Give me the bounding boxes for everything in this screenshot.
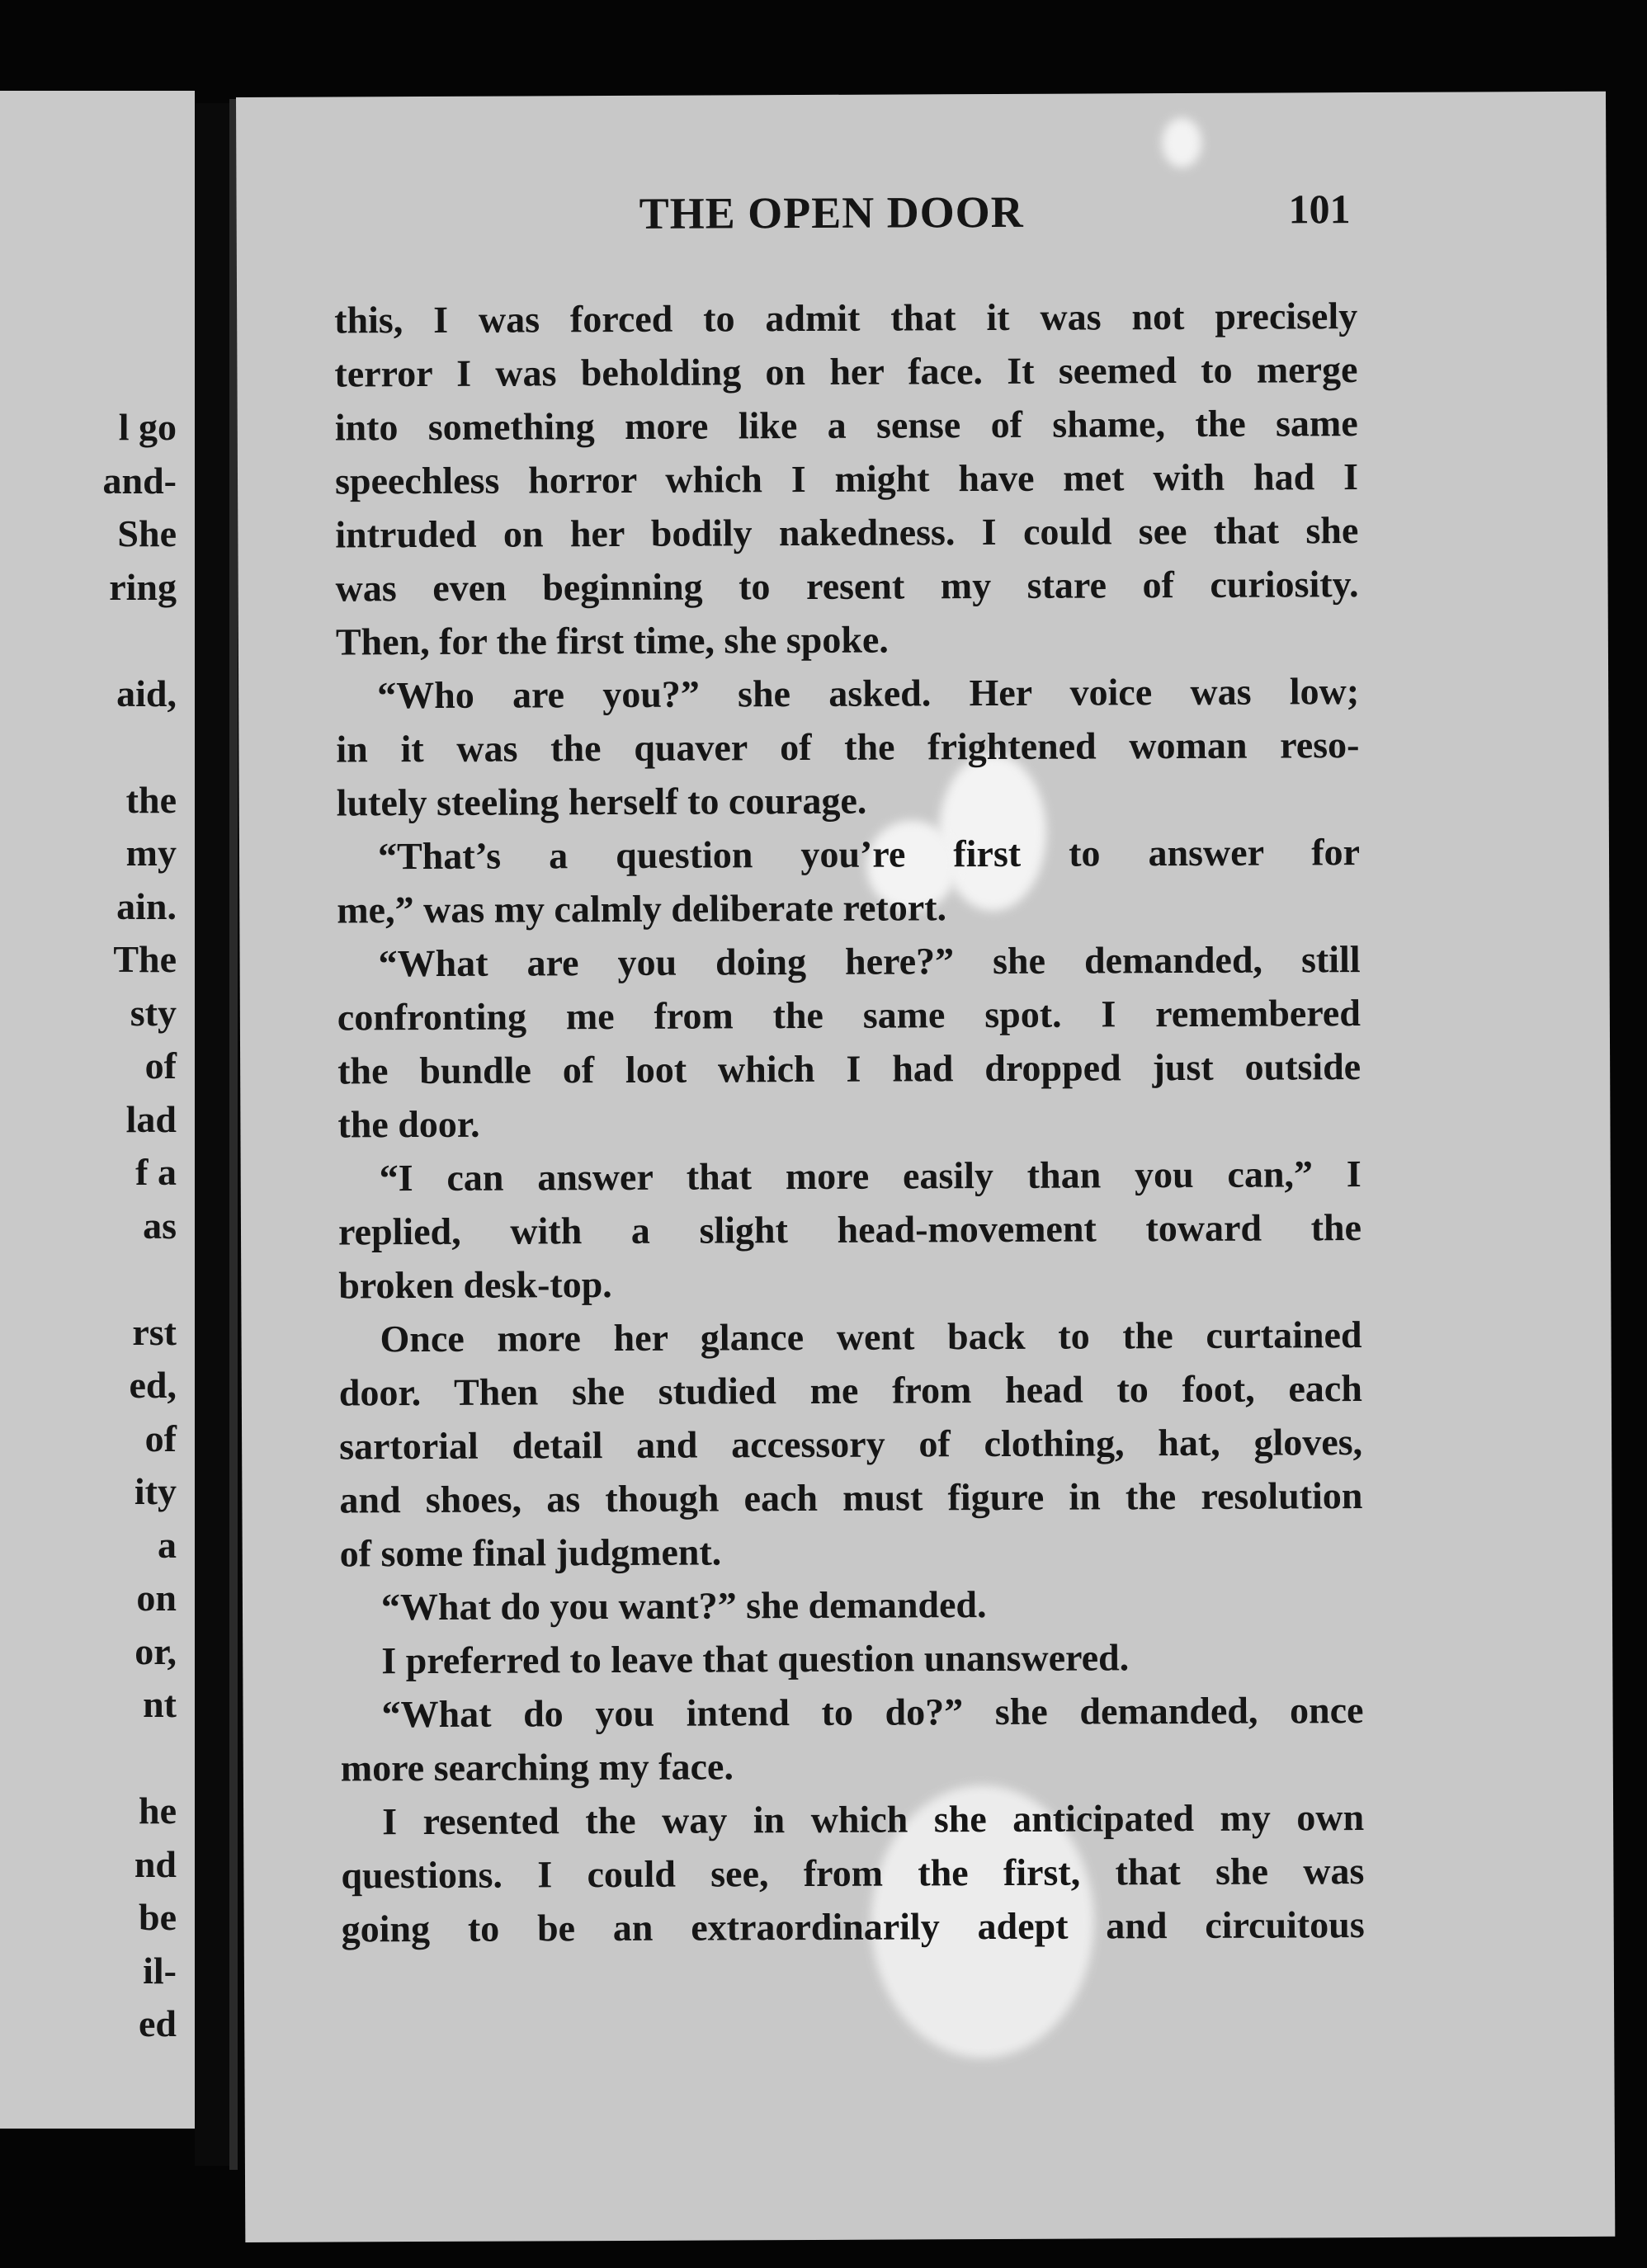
running-title: THE OPEN DOOR bbox=[639, 186, 1024, 238]
facing-page-fragment: and- bbox=[102, 459, 177, 502]
book-gutter bbox=[195, 103, 229, 2166]
facing-page-fragment: my bbox=[125, 832, 177, 874]
page-number: 101 bbox=[1288, 186, 1351, 233]
text-line: intruded on her bodily nakedness. I could see that she bbox=[335, 509, 1359, 556]
facing-page-fragment: the bbox=[125, 778, 177, 821]
text-line: questions. I could see, from the first, that she was bbox=[341, 1850, 1365, 1897]
text-line: lutely steeling herself to courage. bbox=[336, 779, 867, 824]
text-line: Then, for the first time, she spoke. bbox=[335, 618, 889, 663]
facing-page-edge bbox=[0, 91, 195, 2129]
facing-page-fragment: ed bbox=[139, 2002, 177, 2044]
text-line: door. Then she studied me from head to foot, each bbox=[338, 1367, 1362, 1414]
facing-page-fragment: f a bbox=[135, 1151, 177, 1193]
body-text bbox=[334, 289, 1365, 1955]
facing-page-fragment: on bbox=[136, 1577, 177, 1619]
facing-page-fragment: ring bbox=[109, 565, 177, 608]
text-line: into something more like a sense of shame, the same bbox=[334, 402, 1358, 449]
facing-page-fragment: of bbox=[144, 1044, 177, 1087]
text-line: confronting me from the same spot. I remembered bbox=[337, 992, 1361, 1039]
facing-page-fragment: nd bbox=[134, 1842, 177, 1885]
facing-page-fragment: of bbox=[144, 1417, 177, 1459]
text-line: replied, with a slight head-movement toward the bbox=[337, 1206, 1362, 1253]
facing-page-fragment: a bbox=[158, 1523, 177, 1566]
text-line: this, I was forced to admit that it was not precisely bbox=[334, 295, 1358, 342]
text-line: in it was the quaver of the frightened woman reso- bbox=[336, 724, 1360, 771]
text-line: and shoes, as though each must figure in the resolution bbox=[339, 1474, 1363, 1521]
facing-page-fragment: She bbox=[117, 512, 177, 554]
text-line: broken desk-top. bbox=[338, 1263, 612, 1307]
facing-page-fragment: lad bbox=[125, 1097, 177, 1140]
text-line: “I can answer that more easily than you can,” I bbox=[379, 1153, 1361, 1200]
text-line: of some final judgment. bbox=[339, 1530, 722, 1575]
facing-page-fragment: The bbox=[113, 938, 177, 980]
paper-stain bbox=[1162, 118, 1201, 167]
facing-page-fragment: he bbox=[139, 1789, 177, 1832]
text-line: “What do you intend to do?” she demanded, once bbox=[381, 1689, 1364, 1736]
text-line: more searching my face. bbox=[340, 1745, 734, 1789]
text-line: Once more her glance went back to the curtained bbox=[380, 1313, 1362, 1360]
facing-page-fragment: nt bbox=[143, 1683, 177, 1725]
text-line: “What do you want?” she demanded. bbox=[380, 1583, 987, 1629]
text-line: going to be an extraordinarily adept and circuitous bbox=[341, 1903, 1365, 1950]
text-line: “Who are you?” she asked. Her voice was low; bbox=[377, 670, 1360, 717]
gutter-shadow bbox=[229, 99, 238, 2170]
text-line: “That’s a question you’re first to answer for bbox=[377, 831, 1361, 878]
text-line: was even beginning to resent my stare of curiosity. bbox=[335, 563, 1359, 610]
book-page bbox=[236, 92, 1615, 2242]
facing-page-fragment: rst bbox=[132, 1310, 177, 1353]
text-line: I resented the way in which she anticipated my own bbox=[382, 1796, 1365, 1843]
facing-page-fragment: l go bbox=[118, 406, 177, 448]
text-line: me,” was my calmly deliberate retort. bbox=[337, 886, 947, 931]
text-line: the door. bbox=[337, 1102, 480, 1146]
facing-page-fragment: aid, bbox=[116, 672, 177, 714]
facing-page-fragment: ity bbox=[134, 1470, 177, 1512]
facing-page-fragment: be bbox=[139, 1896, 177, 1938]
facing-page-fragment: as bbox=[143, 1204, 177, 1247]
facing-page-fragment: ed, bbox=[129, 1364, 177, 1406]
facing-page-fragment: il- bbox=[143, 1949, 177, 1992]
facing-page-fragment: ain. bbox=[116, 884, 177, 927]
text-line: speechless horror which I might have met with had I bbox=[334, 455, 1359, 502]
text-line: sartorial detail and accessory of clothing, hat, gloves, bbox=[339, 1421, 1363, 1468]
text-line: terror I was beholding on her face. It seemed to merge bbox=[334, 348, 1358, 395]
text-line: the bundle of loot which I had dropped just outside bbox=[337, 1045, 1361, 1092]
facing-page-fragment: sty bbox=[130, 991, 177, 1034]
page-header bbox=[236, 184, 1606, 239]
facing-page-fragment: or, bbox=[134, 1629, 177, 1672]
text-line: “What are you doing here?” she demanded, still bbox=[378, 938, 1361, 985]
text-line: I preferred to leave that question unanswered. bbox=[381, 1636, 1130, 1682]
